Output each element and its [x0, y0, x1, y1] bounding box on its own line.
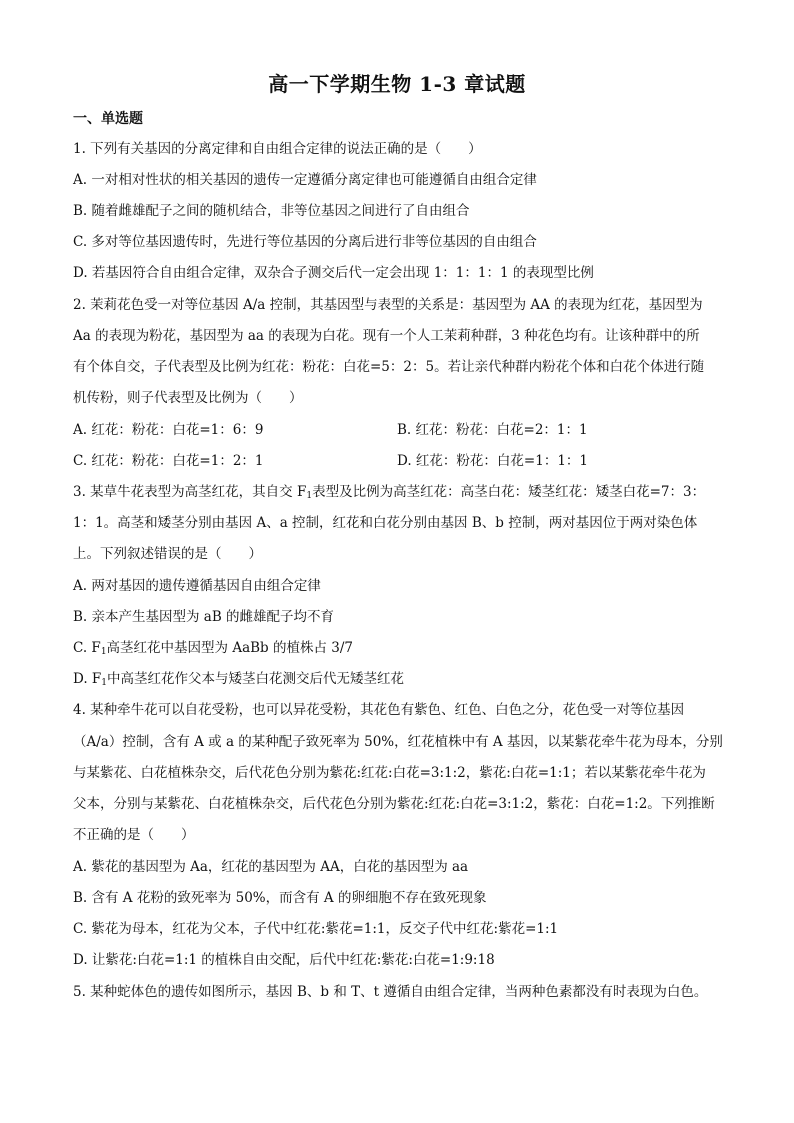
q3-stem-line2: 1：1。高茎和矮茎分别由基因 A、a 控制，红花和白花分别由基因 B、b 控制，两对基因位于两对染色体: [73, 515, 698, 531]
q3-option-c-pre: C. F: [73, 640, 101, 656]
q1-option-c: C. 多对等位基因遗传时，先进行等位基因的分离后进行非等位基因的自由组合: [73, 234, 537, 250]
q2-option-b: B. 红花：粉花：白花=2：1：1: [397, 422, 588, 438]
q2-option-d: D. 红花：粉花：白花=1：1：1: [397, 453, 589, 469]
q3-option-d-subscript: 1: [101, 678, 108, 688]
section-heading: 一、单选题: [73, 111, 143, 127]
q4-option-a: A. 紫花的基因型为 Aa，红花的基因型为 AA，白花的基因型为 aa: [73, 859, 469, 875]
q4-stem-line4: 父本，分别与某紫花、白花植株杂交，后代花色分别为紫花:红花:白花=3:1:2，紫花：白花=1:2。下列推断: [73, 796, 715, 812]
q3-stem-line1-a: 3. 某草牛花表型为高茎红花，其自交 F: [73, 484, 307, 500]
q3-option-d: [73, 669, 404, 689]
q2-option-a: A. 红花：粉花：白花=1：6：9: [73, 422, 264, 438]
q1-option-a: A. 一对相对性状的相关基因的遗传一定遵循分离定律也可能遵循自由组合定律: [73, 172, 537, 188]
q4-option-b: B. 含有 A 花粉的致死率为 50%，而含有 A 的卵细胞不存在致死现象: [73, 890, 487, 906]
page-title: 高一下学期生物 1-3 章试题: [268, 72, 526, 96]
q3-option-c: [73, 638, 353, 658]
q3-option-a: A. 两对基因的遗传遵循基因自由组合定律: [73, 578, 321, 594]
q3-stem-line1: [73, 482, 705, 502]
q3-option-d-post: 中高茎红花作父本与矮茎白花测交后代无矮茎红花: [107, 671, 405, 687]
q4-option-c: C. 紫花为母本，红花为父本，子代中红花:紫花=1:1，反交子代中红花:紫花=1:1: [73, 921, 559, 937]
q1-stem: 1. 下列有关基因的分离定律和自由组合定律的说法正确的是（ ）: [73, 141, 482, 157]
q2-stem-line2: Aa 的表现为粉花，基因型为 aa 的表现为白花。现有一个人工茉莉种群，3 种花色均有。让该种群中的所: [73, 328, 700, 344]
q1-option-d: D. 若基因符合自由组合定律，双杂合子测交后代一定会出现 1：1：1：1 的表现型比例: [73, 265, 594, 281]
q1-option-b: B. 随着雌雄配子之间的随机结合，非等位基因之间进行了自由组合: [73, 203, 470, 219]
q3-option-d-pre: D. F: [73, 671, 102, 687]
q2-stem-line1: 2. 茉莉花色受一对等位基因 A/a 控制，其基因型与表型的关系是：基因型为 AA 的表现为红花，基因型为: [73, 297, 703, 313]
q3-stem-subscript: 1: [306, 491, 313, 501]
q4-stem-line3: 与某紫花、白花植株杂交，后代花色分别为紫花:红花:白花=3:1:2，紫花:白花=1:1；若以某紫花牵牛花为: [73, 765, 706, 781]
q3-stem-line3: 上。下列叙述错误的是（ ）: [73, 546, 262, 562]
q2-option-c: C. 红花：粉花：白花=1：2：1: [73, 453, 264, 469]
q3-stem-line1-b: 表型及比例为高茎红花：高茎白花：矮茎红花：矮茎白花=7：3：: [312, 484, 706, 500]
q2-stem-line4: 机传粉，则子代表型及比例为（ ）: [73, 390, 303, 406]
q4-stem-line1: 4. 某种牵牛花可以自花受粉，也可以异花受粉，其花色有紫色、红色、白色之分，花色受一对等位基因: [73, 702, 685, 718]
q3-option-c-subscript: 1: [100, 647, 107, 657]
q4-option-d: D. 让紫花:白花=1:1 的植株自由交配，后代中红花:紫花:白花=1:9:18: [73, 952, 495, 968]
q3-option-c-post: 高茎红花中基因型为 AaBb 的植株占 3/7: [106, 640, 354, 656]
q4-stem-line5: 不正确的是（ ）: [73, 827, 195, 843]
q4-stem-line2: （A/a）控制，含有 A 或 a 的某种配子致死率为 50%，红花植株中有 A 基因，以某紫花牵牛花为母本，分别: [73, 734, 723, 750]
q2-stem-line3: 有个体自交，子代表型及比例为红花：粉花：白花=5：2：5。若让亲代种群内粉花个体和白花个体进行随: [73, 359, 705, 375]
q5-stem-line1: 5. 某种蛇体色的遗传如图所示，基因 B、b 和 T、t 遵循自由组合定律，当两种色素都没有时表现为白色。: [73, 984, 708, 1000]
q3-option-b: B. 亲本产生基因型为 aB 的雌雄配子均不育: [73, 609, 335, 625]
